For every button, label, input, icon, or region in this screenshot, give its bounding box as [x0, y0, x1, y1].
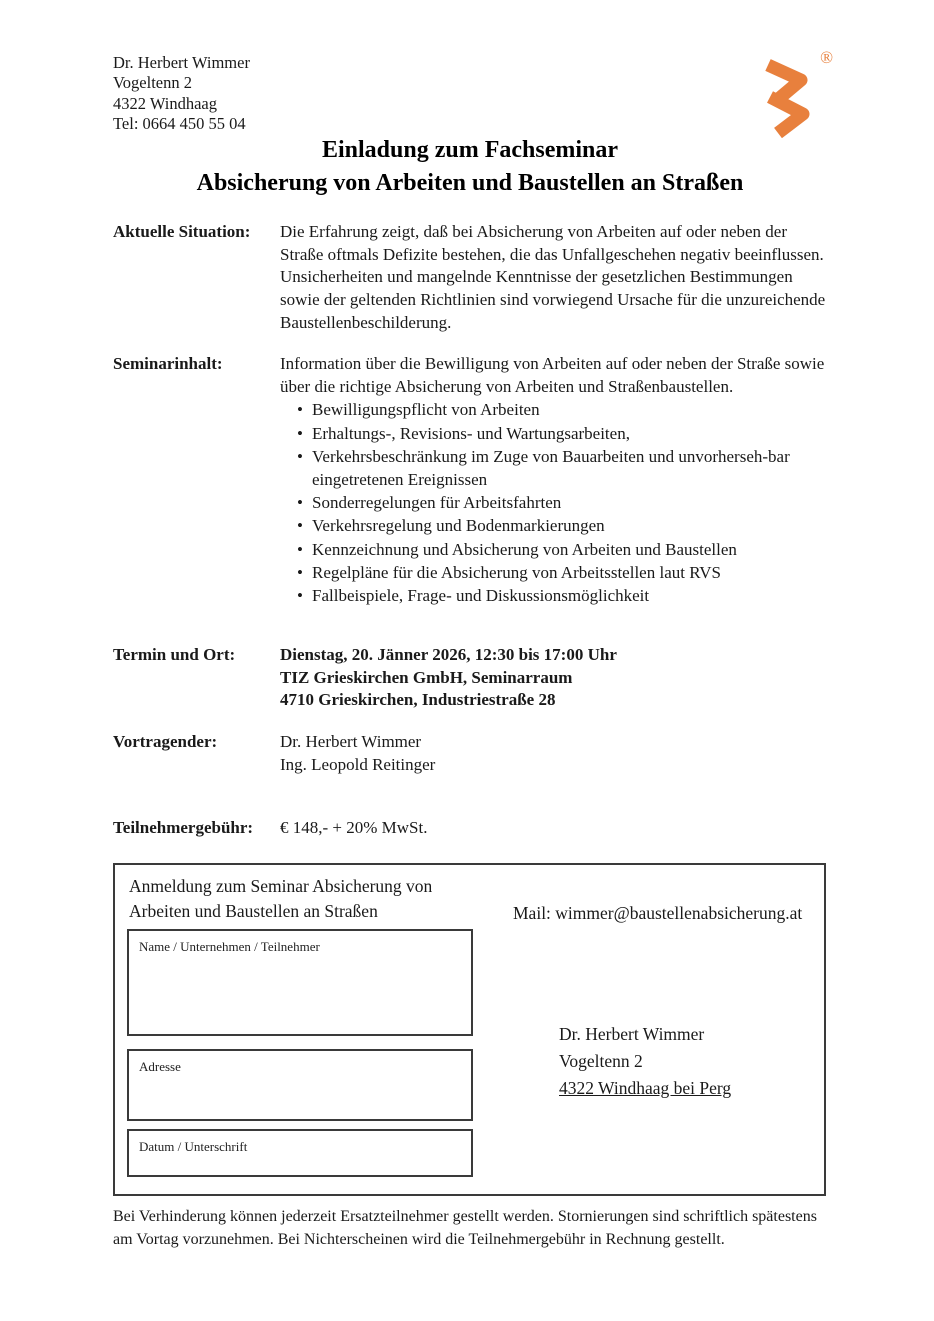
section-vortragender — [113, 731, 829, 776]
section-label: Vortragender: — [113, 732, 218, 751]
bullet-item: • Regelpläne für die Absicherung von Arbeitsstellen laut RVS — [297, 561, 829, 584]
bullet-item: • Sonderregelungen für Arbeitsfahrten — [297, 491, 829, 514]
section-label: Seminarinhalt: — [113, 354, 223, 373]
title-line-1: Einladung zum Fachseminar — [321, 137, 619, 163]
section-content — [280, 731, 829, 776]
section-text: Die Erfahrung zeigt, daß bei Absicherung von Arbeiten auf oder neben der Straße oftmals Defizite bestehen, die das Unfallgeschehen negativ beeinflussen. Unsicherheiten und mangelnde Kenntnisse der gesetzlichen Bestimmungen sowie der geltenden Richtlinien sind vorwiegend Ursache für die unzureichende Baustellenbeschilderung. — [280, 222, 826, 332]
bullet-item: • Fallbeispiele, Frage- und Diskussionsmöglichkeit — [297, 584, 829, 607]
fee-value: € 148,- + 20% MwSt. — [280, 818, 428, 837]
seminarinhalt-intro: Information über die Bewilligung von Arbeiten auf oder neben der Straße sowie über die richtige Absicherung von Arbeiten und Straßenbaustellen. — [280, 354, 825, 396]
contact-name: Dr. Herbert Wimmer — [559, 1024, 705, 1044]
bullet-item: • Verkehrsregelung und Bodenmarkierungen — [297, 514, 829, 537]
title-line-2: Absicherung von Arbeiten und Baustellen an Straßen — [196, 170, 744, 196]
adresse-field — [127, 1049, 473, 1121]
section-content — [280, 353, 829, 607]
bullet-item: • Verkehrsbeschränkung im Zuge von Bauarbeiten und unvorherseh-bar eingetretenen Ereignissen — [297, 445, 829, 491]
termin-date-time: Dienstag, 20. Jänner 2026, 12:30 bis 17:00 Uhr — [280, 645, 617, 664]
company-logo — [763, 48, 833, 138]
bullet-item: • Erhaltungs-, Revisions- und Wartungsarbeiten, — [297, 422, 829, 445]
bullet-item: • Bewilligungspflicht von Arbeiten — [297, 398, 829, 421]
registration-mail-address: Mail: wimmer@baustellenabsicherung.at — [513, 903, 803, 923]
letterhead-name: Dr. Herbert Wimmer — [113, 53, 250, 72]
document-title — [113, 134, 827, 200]
bullet-item: • Kennzeichnung und Absicherung von Arbeiten und Baustellen — [297, 538, 829, 561]
letterhead-phone: Tel: 0664 450 55 04 — [113, 114, 246, 134]
speaker-2: Ing. Leopold Reitinger — [280, 754, 436, 774]
letterhead — [113, 53, 250, 135]
contact-city: 4322 Windhaag bei Perg — [559, 1078, 732, 1098]
logo-mark-icon — [763, 56, 817, 138]
datum-field-label: Datum / Unterschrift — [139, 1139, 248, 1154]
name-field — [127, 929, 473, 1036]
seminarinhalt-bullet-list — [280, 398, 829, 607]
letterhead-street: Vogeltenn 2 — [113, 73, 192, 93]
registration-heading-line-2: Arbeiten und Baustellen an Straßen — [129, 901, 378, 921]
speaker-1: Dr. Herbert Wimmer — [280, 732, 422, 751]
registration-contact-block — [559, 1021, 731, 1102]
letterhead-city: 4322 Windhaag — [113, 93, 217, 113]
section-teilnehmergebuehr — [113, 817, 829, 840]
cancellation-note: Bei Verhinderung können jederzeit Ersatzteilnehmer gestellt werden. Stornierungen sind schriftlich spätestens am Vortag vorzunehmen. Bei Nichterscheinen wird die Teilnehmergebühr in Rechnung gestellt. — [113, 1208, 817, 1248]
section-label: Termin und Ort: — [113, 645, 236, 664]
datum-unterschrift-field — [127, 1129, 473, 1177]
section-seminarinhalt — [113, 353, 829, 607]
section-label: Aktuelle Situation: — [113, 222, 251, 241]
registration-heading-line-1: Anmeldung zum Seminar Absicherung von — [129, 876, 433, 896]
adresse-field-label: Adresse — [139, 1059, 181, 1074]
contact-street: Vogeltenn 2 — [559, 1051, 643, 1071]
section-aktuelle-situation — [113, 221, 829, 335]
section-termin-und-ort — [113, 644, 829, 712]
section-label: Teilnehmergebühr: — [113, 818, 254, 837]
registration-heading — [129, 874, 432, 924]
termin-address: 4710 Grieskirchen, Industriestraße 28 — [280, 690, 556, 710]
registration-form-box — [113, 863, 826, 1196]
registered-trademark-icon: ® — [820, 48, 833, 67]
termin-venue: TIZ Grieskirchen GmbH, Seminarraum — [280, 667, 573, 687]
name-field-label: Name / Unternehmen / Teilnehmer — [139, 939, 320, 954]
section-content — [280, 644, 829, 712]
